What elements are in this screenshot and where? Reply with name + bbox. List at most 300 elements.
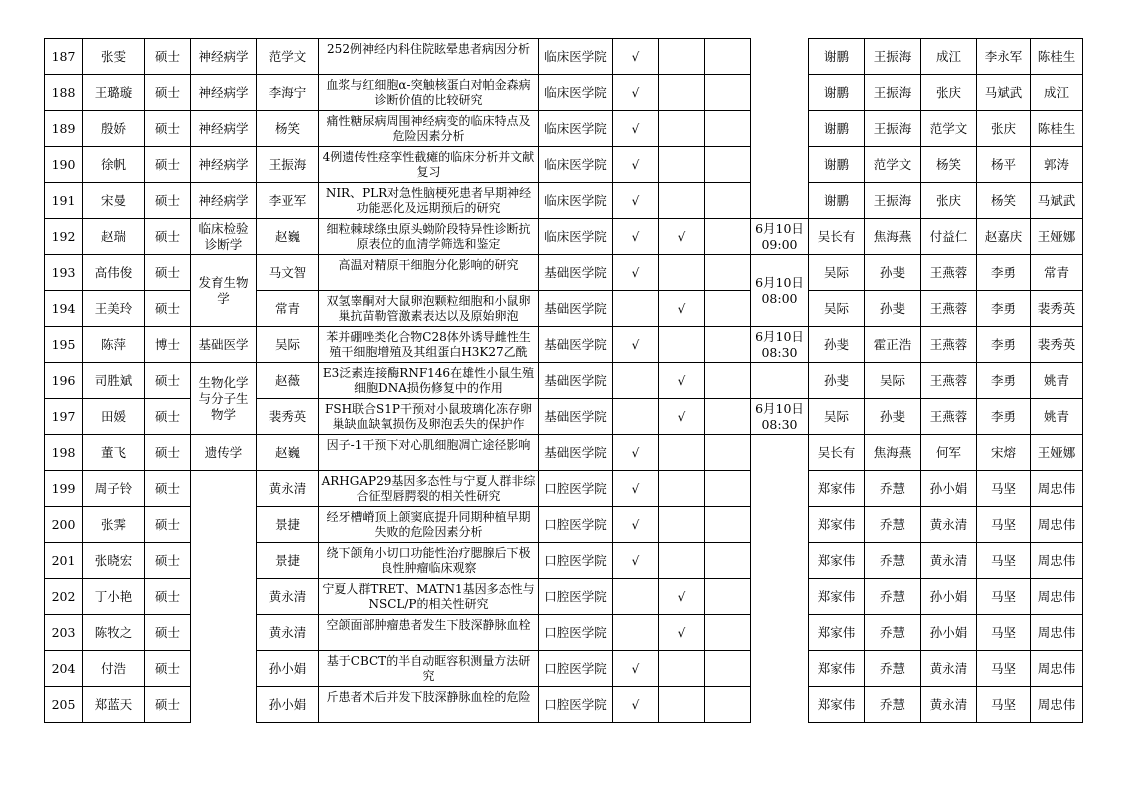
committee-member-1: 郑家伟 bbox=[809, 471, 865, 507]
table-body bbox=[45, 39, 1083, 723]
thesis-title-text: 血浆与红细胞α-突触核蛋白对帕金森病诊断价值的比较研究 bbox=[326, 77, 531, 107]
table-row bbox=[45, 327, 1083, 363]
committee-member-4: 马坚 bbox=[977, 471, 1031, 507]
committee-member-2: 王振海 bbox=[865, 39, 921, 75]
table-row bbox=[45, 219, 1083, 255]
thesis-title-text: 因子-1干预下对心肌细胞凋亡途径影响 bbox=[326, 437, 531, 452]
committee-member-2: 孙斐 bbox=[865, 399, 921, 435]
defense-time bbox=[751, 435, 809, 471]
major-name: 生物化学与分子生物学 bbox=[191, 363, 257, 435]
committee-member-2: 乔慧 bbox=[865, 579, 921, 615]
committee-member-4: 赵嘉庆 bbox=[977, 219, 1031, 255]
degree-type: 硕士 bbox=[145, 399, 191, 435]
check-cell-2 bbox=[659, 39, 705, 75]
committee-member-1: 谢鹏 bbox=[809, 147, 865, 183]
college-name: 基础医学院 bbox=[539, 363, 613, 399]
student-name: 徐帆 bbox=[83, 147, 145, 183]
student-name: 陈萍 bbox=[83, 327, 145, 363]
table-row bbox=[45, 615, 1083, 651]
check-cell-3 bbox=[705, 111, 751, 147]
committee-member-3: 孙小娟 bbox=[921, 615, 977, 651]
committee-member-1: 谢鹏 bbox=[809, 39, 865, 75]
thesis-title-text: 细粒棘球绦虫原头蚴阶段特异性诊断抗原表位的血清学筛选和鉴定 bbox=[326, 221, 531, 251]
college-name: 基础医学院 bbox=[539, 255, 613, 291]
committee-member-1: 吴长有 bbox=[809, 435, 865, 471]
committee-member-2: 王振海 bbox=[865, 111, 921, 147]
committee-member-4: 杨笑 bbox=[977, 183, 1031, 219]
degree-type: 硕士 bbox=[145, 615, 191, 651]
committee-member-1: 郑家伟 bbox=[809, 543, 865, 579]
committee-member-2: 乔慧 bbox=[865, 507, 921, 543]
committee-member-2: 孙斐 bbox=[865, 255, 921, 291]
committee-member-2: 乔慧 bbox=[865, 651, 921, 687]
committee-member-3: 何军 bbox=[921, 435, 977, 471]
committee-member-1: 谢鹏 bbox=[809, 183, 865, 219]
check-cell-3 bbox=[705, 579, 751, 615]
degree-type: 硕士 bbox=[145, 75, 191, 111]
thesis-title bbox=[319, 291, 539, 327]
table-row bbox=[45, 579, 1083, 615]
advisor-name: 赵薇 bbox=[257, 363, 319, 399]
committee-member-4: 马坚 bbox=[977, 507, 1031, 543]
advisor-name: 孙小娟 bbox=[257, 687, 319, 723]
row-number: 205 bbox=[45, 687, 83, 723]
thesis-title-text: 苯并硼唑类化合物C28体外诱导雌性生殖干细胞增殖及其组蛋白H3K27乙酰 bbox=[326, 329, 531, 359]
degree-type: 硕士 bbox=[145, 687, 191, 723]
thesis-title bbox=[319, 147, 539, 183]
row-number: 200 bbox=[45, 507, 83, 543]
committee-member-4: 马坚 bbox=[977, 687, 1031, 723]
committee-member-5: 周忠伟 bbox=[1031, 579, 1083, 615]
row-number: 202 bbox=[45, 579, 83, 615]
row-number: 198 bbox=[45, 435, 83, 471]
table-row bbox=[45, 507, 1083, 543]
check-cell-1: √ bbox=[613, 687, 659, 723]
row-number: 190 bbox=[45, 147, 83, 183]
check-cell-3 bbox=[705, 183, 751, 219]
degree-type: 硕士 bbox=[145, 651, 191, 687]
check-cell-2 bbox=[659, 75, 705, 111]
defense-time bbox=[751, 615, 809, 651]
row-number: 204 bbox=[45, 651, 83, 687]
committee-member-3: 张庆 bbox=[921, 75, 977, 111]
check-cell-2 bbox=[659, 507, 705, 543]
major-name bbox=[191, 543, 257, 579]
student-name: 赵瑞 bbox=[83, 219, 145, 255]
thesis-title-text: E3泛素连接酶RNF146在雄性小鼠生殖细胞DNA损伤修复中的作用 bbox=[322, 365, 535, 395]
check-cell-3 bbox=[705, 147, 751, 183]
major-name bbox=[191, 615, 257, 651]
check-cell-2: √ bbox=[659, 399, 705, 435]
thesis-title bbox=[319, 507, 539, 543]
row-number: 194 bbox=[45, 291, 83, 327]
advisor-name: 马文智 bbox=[257, 255, 319, 291]
degree-type: 硕士 bbox=[145, 291, 191, 327]
thesis-title-text: 双氢睾酮对大鼠卵泡颗粒细胞和小鼠卵巢抗苗勒管激素表达以及原始卵泡 bbox=[326, 293, 531, 323]
thesis-title-text: 宁夏人群TRET、MATN1基因多态性与NSCL/P的相关性研究 bbox=[322, 581, 535, 611]
student-name: 王美玲 bbox=[83, 291, 145, 327]
committee-member-3: 张庆 bbox=[921, 183, 977, 219]
degree-type: 硕士 bbox=[145, 111, 191, 147]
row-number: 188 bbox=[45, 75, 83, 111]
committee-member-1: 郑家伟 bbox=[809, 615, 865, 651]
committee-member-3: 王燕蓉 bbox=[921, 255, 977, 291]
major-name bbox=[191, 687, 257, 723]
advisor-name: 黄永清 bbox=[257, 615, 319, 651]
check-cell-3 bbox=[705, 363, 751, 399]
table-row bbox=[45, 435, 1083, 471]
advisor-name: 景捷 bbox=[257, 543, 319, 579]
row-number: 193 bbox=[45, 255, 83, 291]
committee-member-5: 马斌武 bbox=[1031, 183, 1083, 219]
college-name: 口腔医学院 bbox=[539, 579, 613, 615]
table-row bbox=[45, 111, 1083, 147]
student-name: 郑蓝天 bbox=[83, 687, 145, 723]
check-cell-3 bbox=[705, 39, 751, 75]
defense-time: 6月10日 09:00 bbox=[751, 219, 809, 255]
check-cell-3 bbox=[705, 687, 751, 723]
committee-member-1: 孙斐 bbox=[809, 363, 865, 399]
defense-time bbox=[751, 75, 809, 111]
advisor-name: 赵巍 bbox=[257, 219, 319, 255]
committee-member-3: 王燕蓉 bbox=[921, 363, 977, 399]
degree-type: 硕士 bbox=[145, 363, 191, 399]
committee-member-3: 黄永清 bbox=[921, 687, 977, 723]
committee-member-2: 焦海燕 bbox=[865, 435, 921, 471]
college-name: 口腔医学院 bbox=[539, 651, 613, 687]
check-cell-1: √ bbox=[613, 75, 659, 111]
advisor-name: 李亚军 bbox=[257, 183, 319, 219]
major-name: 发育生物学 bbox=[191, 255, 257, 327]
major-name: 神经病学 bbox=[191, 147, 257, 183]
committee-member-2: 乔慧 bbox=[865, 615, 921, 651]
committee-member-5: 常青 bbox=[1031, 255, 1083, 291]
check-cell-2: √ bbox=[659, 615, 705, 651]
major-name: 临床检验诊断学 bbox=[191, 219, 257, 255]
committee-member-1: 吴际 bbox=[809, 399, 865, 435]
committee-member-1: 郑家伟 bbox=[809, 507, 865, 543]
committee-member-3: 成江 bbox=[921, 39, 977, 75]
check-cell-3 bbox=[705, 543, 751, 579]
check-cell-1: √ bbox=[613, 651, 659, 687]
advisor-name: 黄永清 bbox=[257, 579, 319, 615]
defense-time bbox=[751, 183, 809, 219]
committee-member-1: 吴长有 bbox=[809, 219, 865, 255]
student-name: 张晓宏 bbox=[83, 543, 145, 579]
row-number: 201 bbox=[45, 543, 83, 579]
college-name: 口腔医学院 bbox=[539, 543, 613, 579]
check-cell-2 bbox=[659, 327, 705, 363]
committee-member-5: 周忠伟 bbox=[1031, 651, 1083, 687]
committee-member-1: 吴际 bbox=[809, 291, 865, 327]
check-cell-1: √ bbox=[613, 327, 659, 363]
check-cell-3 bbox=[705, 615, 751, 651]
student-name: 张雯 bbox=[83, 39, 145, 75]
committee-member-5: 周忠伟 bbox=[1031, 471, 1083, 507]
committee-member-3: 王燕蓉 bbox=[921, 399, 977, 435]
row-number: 192 bbox=[45, 219, 83, 255]
check-cell-2 bbox=[659, 255, 705, 291]
college-name: 基础医学院 bbox=[539, 399, 613, 435]
row-number: 203 bbox=[45, 615, 83, 651]
advisor-name: 赵巍 bbox=[257, 435, 319, 471]
defense-time bbox=[751, 471, 809, 507]
thesis-title-text: 斤患者术后并发下肢深静脉血栓的危险 bbox=[326, 689, 531, 704]
check-cell-1: √ bbox=[613, 39, 659, 75]
check-cell-3 bbox=[705, 75, 751, 111]
thesis-title bbox=[319, 471, 539, 507]
thesis-title-text: ARHGAP29基因多态性与宁夏人群非综合征型唇腭裂的相关性研究 bbox=[321, 473, 536, 503]
college-name: 临床医学院 bbox=[539, 39, 613, 75]
college-name: 口腔医学院 bbox=[539, 615, 613, 651]
degree-type: 硕士 bbox=[145, 255, 191, 291]
committee-member-3: 王燕蓉 bbox=[921, 327, 977, 363]
check-cell-1: √ bbox=[613, 435, 659, 471]
degree-type: 硕士 bbox=[145, 147, 191, 183]
college-name: 基础医学院 bbox=[539, 291, 613, 327]
committee-member-1: 谢鹏 bbox=[809, 75, 865, 111]
check-cell-2: √ bbox=[659, 579, 705, 615]
table-row bbox=[45, 255, 1083, 291]
table-row bbox=[45, 651, 1083, 687]
advisor-name: 范学文 bbox=[257, 39, 319, 75]
defense-time bbox=[751, 651, 809, 687]
college-name: 临床医学院 bbox=[539, 75, 613, 111]
committee-member-3: 王燕蓉 bbox=[921, 291, 977, 327]
committee-member-4: 马坚 bbox=[977, 615, 1031, 651]
student-name: 周子铃 bbox=[83, 471, 145, 507]
check-cell-3 bbox=[705, 399, 751, 435]
thesis-title bbox=[319, 111, 539, 147]
defense-time: 6月10日 08:30 bbox=[751, 399, 809, 435]
committee-member-4: 李勇 bbox=[977, 291, 1031, 327]
committee-member-1: 郑家伟 bbox=[809, 687, 865, 723]
student-name: 司胜斌 bbox=[83, 363, 145, 399]
row-number: 195 bbox=[45, 327, 83, 363]
thesis-title-text: 绕下颌角小切口功能性治疗腮腺后下极良性肿瘤临床观察 bbox=[326, 545, 531, 575]
check-cell-3 bbox=[705, 435, 751, 471]
check-cell-3 bbox=[705, 291, 751, 327]
check-cell-2: √ bbox=[659, 219, 705, 255]
committee-member-4: 马坚 bbox=[977, 543, 1031, 579]
major-name: 遗传学 bbox=[191, 435, 257, 471]
thesis-title bbox=[319, 363, 539, 399]
degree-type: 硕士 bbox=[145, 579, 191, 615]
student-name: 张霁 bbox=[83, 507, 145, 543]
major-name bbox=[191, 579, 257, 615]
committee-member-2: 王振海 bbox=[865, 75, 921, 111]
check-cell-2 bbox=[659, 471, 705, 507]
major-name: 神经病学 bbox=[191, 75, 257, 111]
major-name bbox=[191, 507, 257, 543]
college-name: 基础医学院 bbox=[539, 327, 613, 363]
check-cell-3 bbox=[705, 219, 751, 255]
thesis-title bbox=[319, 687, 539, 723]
committee-member-1: 谢鹏 bbox=[809, 111, 865, 147]
defense-time bbox=[751, 363, 809, 399]
committee-member-3: 范学文 bbox=[921, 111, 977, 147]
defense-time bbox=[751, 543, 809, 579]
committee-member-4: 马斌武 bbox=[977, 75, 1031, 111]
committee-member-1: 孙斐 bbox=[809, 327, 865, 363]
student-name: 宋曼 bbox=[83, 183, 145, 219]
committee-member-5: 周忠伟 bbox=[1031, 615, 1083, 651]
committee-member-4: 李勇 bbox=[977, 399, 1031, 435]
check-cell-2 bbox=[659, 543, 705, 579]
thesis-title bbox=[319, 219, 539, 255]
defense-time: 6月10日 08:00 bbox=[751, 255, 809, 327]
thesis-title-text: FSH联合S1P干预对小鼠玻璃化冻存卵巢缺血缺氧损伤及卵泡丢失的保护作 bbox=[325, 401, 532, 431]
check-cell-2 bbox=[659, 435, 705, 471]
committee-member-2: 王振海 bbox=[865, 183, 921, 219]
major-name: 基础医学 bbox=[191, 327, 257, 363]
thesis-title-text: 252例神经内科住院眩晕患者病因分析 bbox=[327, 41, 530, 56]
committee-member-4: 李勇 bbox=[977, 255, 1031, 291]
row-number: 187 bbox=[45, 39, 83, 75]
degree-type: 博士 bbox=[145, 327, 191, 363]
thesis-title bbox=[319, 327, 539, 363]
check-cell-1 bbox=[613, 399, 659, 435]
table-row bbox=[45, 183, 1083, 219]
check-cell-1: √ bbox=[613, 219, 659, 255]
committee-member-5: 周忠伟 bbox=[1031, 687, 1083, 723]
check-cell-1: √ bbox=[613, 147, 659, 183]
committee-member-5: 陈桂生 bbox=[1031, 111, 1083, 147]
row-number: 196 bbox=[45, 363, 83, 399]
college-name: 临床医学院 bbox=[539, 111, 613, 147]
thesis-title-text: 基于CBCT的半自动眶容积测量方法研究 bbox=[326, 653, 531, 683]
thesis-title bbox=[319, 75, 539, 111]
committee-member-3: 孙小娟 bbox=[921, 471, 977, 507]
thesis-title bbox=[319, 435, 539, 471]
student-name: 田媛 bbox=[83, 399, 145, 435]
college-name: 口腔医学院 bbox=[539, 507, 613, 543]
committee-member-2: 焦海燕 bbox=[865, 219, 921, 255]
thesis-title-text: 4例遗传性痉挛性截瘫的临床分析并文献复习 bbox=[322, 149, 535, 179]
thesis-title-text: 空颌面部肿瘤患者发生下肢深静脉血栓 bbox=[326, 617, 531, 632]
degree-type: 硕士 bbox=[145, 219, 191, 255]
check-cell-3 bbox=[705, 507, 751, 543]
student-name: 陈牧之 bbox=[83, 615, 145, 651]
committee-member-5: 王娅娜 bbox=[1031, 219, 1083, 255]
student-name: 王璐璇 bbox=[83, 75, 145, 111]
committee-member-5: 周忠伟 bbox=[1031, 543, 1083, 579]
check-cell-1 bbox=[613, 615, 659, 651]
student-name: 高伟俊 bbox=[83, 255, 145, 291]
committee-member-3: 付益仁 bbox=[921, 219, 977, 255]
committee-member-5: 姚青 bbox=[1031, 363, 1083, 399]
committee-member-1: 郑家伟 bbox=[809, 579, 865, 615]
table-row bbox=[45, 687, 1083, 723]
table-row bbox=[45, 471, 1083, 507]
committee-member-4: 李勇 bbox=[977, 327, 1031, 363]
college-name: 临床医学院 bbox=[539, 219, 613, 255]
table-row bbox=[45, 147, 1083, 183]
committee-member-4: 杨平 bbox=[977, 147, 1031, 183]
check-cell-2 bbox=[659, 651, 705, 687]
check-cell-2 bbox=[659, 147, 705, 183]
student-name: 殷娇 bbox=[83, 111, 145, 147]
row-number: 191 bbox=[45, 183, 83, 219]
committee-member-1: 郑家伟 bbox=[809, 651, 865, 687]
college-name: 临床医学院 bbox=[539, 147, 613, 183]
major-name: 神经病学 bbox=[191, 111, 257, 147]
check-cell-2: √ bbox=[659, 363, 705, 399]
committee-member-3: 黄永清 bbox=[921, 507, 977, 543]
committee-member-2: 乔慧 bbox=[865, 543, 921, 579]
check-cell-2 bbox=[659, 687, 705, 723]
advisor-name: 景捷 bbox=[257, 507, 319, 543]
defense-time: 6月10日 08:30 bbox=[751, 327, 809, 363]
defense-time bbox=[751, 507, 809, 543]
check-cell-1: √ bbox=[613, 255, 659, 291]
defense-time bbox=[751, 579, 809, 615]
committee-member-4: 李勇 bbox=[977, 363, 1031, 399]
degree-type: 硕士 bbox=[145, 507, 191, 543]
thesis-title bbox=[319, 399, 539, 435]
college-name: 基础医学院 bbox=[539, 435, 613, 471]
degree-type: 硕士 bbox=[145, 435, 191, 471]
committee-member-1: 吴际 bbox=[809, 255, 865, 291]
committee-member-2: 范学文 bbox=[865, 147, 921, 183]
thesis-title bbox=[319, 255, 539, 291]
thesis-defense-table-sheet bbox=[44, 38, 1083, 723]
committee-member-3: 黄永清 bbox=[921, 651, 977, 687]
thesis-defense-table bbox=[44, 38, 1083, 723]
committee-member-3: 黄永清 bbox=[921, 543, 977, 579]
committee-member-5: 王娅娜 bbox=[1031, 435, 1083, 471]
check-cell-2 bbox=[659, 183, 705, 219]
check-cell-1 bbox=[613, 579, 659, 615]
thesis-title-text: 高温对精原干细胞分化影响的研究 bbox=[338, 257, 519, 272]
defense-time bbox=[751, 687, 809, 723]
advisor-name: 孙小娟 bbox=[257, 651, 319, 687]
thesis-title bbox=[319, 651, 539, 687]
student-name: 丁小艳 bbox=[83, 579, 145, 615]
committee-member-5: 裴秀英 bbox=[1031, 327, 1083, 363]
check-cell-3 bbox=[705, 471, 751, 507]
row-number: 197 bbox=[45, 399, 83, 435]
committee-member-4: 张庆 bbox=[977, 111, 1031, 147]
major-name: 神经病学 bbox=[191, 183, 257, 219]
check-cell-1: √ bbox=[613, 507, 659, 543]
thesis-title-text: 经牙槽嵴顶上颌窦底提升同期种植早期失败的危险因素分析 bbox=[326, 509, 531, 539]
check-cell-2: √ bbox=[659, 291, 705, 327]
check-cell-3 bbox=[705, 255, 751, 291]
committee-member-5: 周忠伟 bbox=[1031, 507, 1083, 543]
check-cell-1 bbox=[613, 291, 659, 327]
thesis-title-text: NIR、PLR对急性脑梗死患者早期神经功能恶化及远期预后的研究 bbox=[325, 185, 532, 215]
major-name bbox=[191, 651, 257, 687]
committee-member-2: 乔慧 bbox=[865, 471, 921, 507]
check-cell-1 bbox=[613, 363, 659, 399]
committee-member-2: 吴际 bbox=[865, 363, 921, 399]
committee-member-4: 李永军 bbox=[977, 39, 1031, 75]
college-name: 口腔医学院 bbox=[539, 471, 613, 507]
committee-member-2: 孙斐 bbox=[865, 291, 921, 327]
defense-time bbox=[751, 39, 809, 75]
committee-member-5: 裴秀英 bbox=[1031, 291, 1083, 327]
thesis-title bbox=[319, 615, 539, 651]
committee-member-5: 成江 bbox=[1031, 75, 1083, 111]
advisor-name: 黄永清 bbox=[257, 471, 319, 507]
check-cell-1: √ bbox=[613, 471, 659, 507]
committee-member-2: 乔慧 bbox=[865, 687, 921, 723]
table-row bbox=[45, 543, 1083, 579]
committee-member-5: 陈桂生 bbox=[1031, 39, 1083, 75]
check-cell-1: √ bbox=[613, 183, 659, 219]
defense-time bbox=[751, 147, 809, 183]
